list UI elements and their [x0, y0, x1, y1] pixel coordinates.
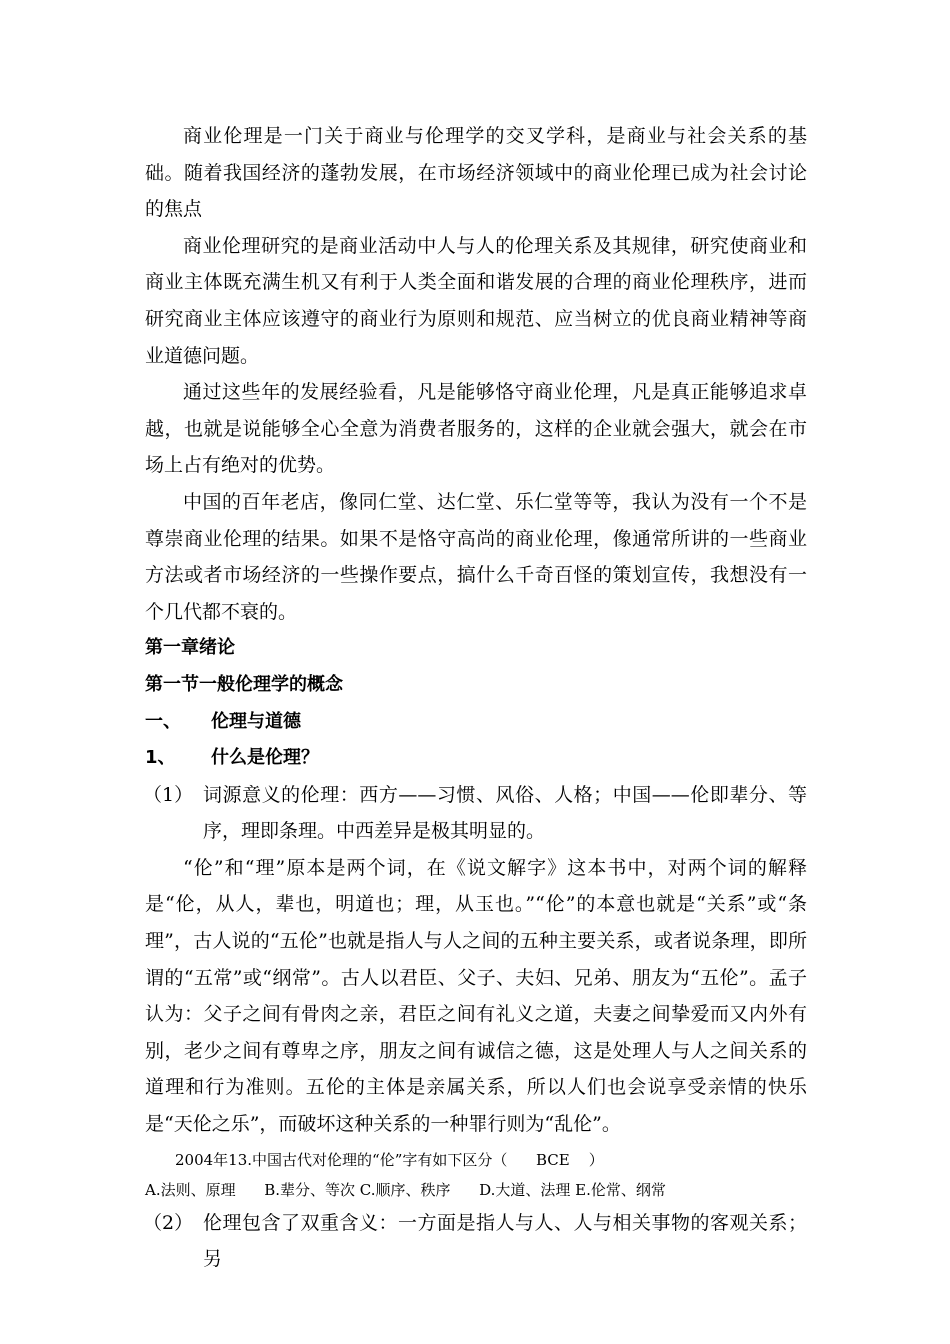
list-item-1-number: （1） [143, 783, 194, 806]
exam-question: 2004年13.中国古代对伦理的“伦”字有如下区分（ BCE ） [175, 1150, 604, 1169]
exam-options: A.法则、原理 B.辈分、等次 C.顺序、秩序 D.大道、法理 E.伦常、纲常 [145, 1180, 666, 1199]
question-number: 1、 [145, 747, 176, 769]
list-item-1 [145, 777, 807, 850]
list-item-2-text: 伦理包含了双重含义：一方面是指人与人、人与相关事物的客观关系；另 [203, 1211, 807, 1271]
list-item-1-text: 词源意义的伦理：西方——习惯、风俗、人格；中国——伦即辈分、等序，理即条理。中西差异是极其明显的。 [203, 783, 807, 843]
intro-paragraph-3: 通过这些年的发展经验看，凡是能够恪守商业伦理，凡是真正能够追求卓越，也就是说能够全心全意为消费者服务的，这样的企业就会强大，就会在市场上占有绝对的优势。 [145, 381, 807, 477]
question-title: 什么是伦理？ [211, 747, 319, 769]
chapter-title: 第一章绪论 [145, 637, 235, 659]
intro-paragraph-4: 中国的百年老店，像同仁堂、达仁堂、乐仁堂等等，我认为没有一个不是尊崇商业伦理的结果。如果不是恪守高尚的商业伦理，像通常所讲的一些商业方法或者市场经济的一些操作要点，搞什么千奇百怪的策划宣传，我想没有一个几代都不衰的。 [145, 490, 807, 623]
list-item-2 [145, 1205, 807, 1278]
intro-paragraph-1: 商业伦理是一门关于商业与伦理学的交叉学科，是商业与社会关系的基础。随着我国经济的蓬勃发展，在市场经济领域中的商业伦理已成为社会讨论的焦点 [145, 125, 807, 221]
document-content [145, 118, 807, 1278]
subsection-title: 伦理与道德 [211, 710, 301, 732]
lun-explanation-paragraph: “伦”和“理”原本是两个词，在《说文解字》这本书中，对两个词的解释是“伦，从人，辈也，明道也；理，从玉也。”“伦”的本意也就是“关系”或“条理”，古人说的“五伦”也就是指人与人之间的五种主要关系，或者说条理，即所谓的“五常”或“纲常”。古人以君臣、父子、夫妇、兄弟、朋友为“五伦”。孟子认为：父子之间有骨肉之亲，君臣之间有礼义之道，夫妻之间挚爱而又内外有别，老少之间有尊卑之序，朋友之间有诚信之德，这是处理人与人之间关系的道理和行为准则。五伦的主体是亲属关系，所以人们也会说享受亲情的快乐是“天伦之乐”，而破坏这种关系的一种罪行则为“乱伦”。 [145, 856, 807, 1136]
subsection-number: 一、 [145, 710, 181, 732]
list-item-2-number: （2） [143, 1211, 194, 1234]
subsection-heading [145, 704, 807, 741]
question-heading [145, 740, 807, 777]
section-title: 第一节一般伦理学的概念 [145, 673, 343, 695]
intro-paragraph-2: 商业伦理研究的是商业活动中人与人的伦理关系及其规律，研究使商业和商业主体既充满生机又有利于人类全面和谐发展的合理的商业伦理秩序，进而研究商业主体应该遵守的商业行为原则和规范、应当树立的优良商业精神等商业道德问题。 [145, 234, 807, 367]
